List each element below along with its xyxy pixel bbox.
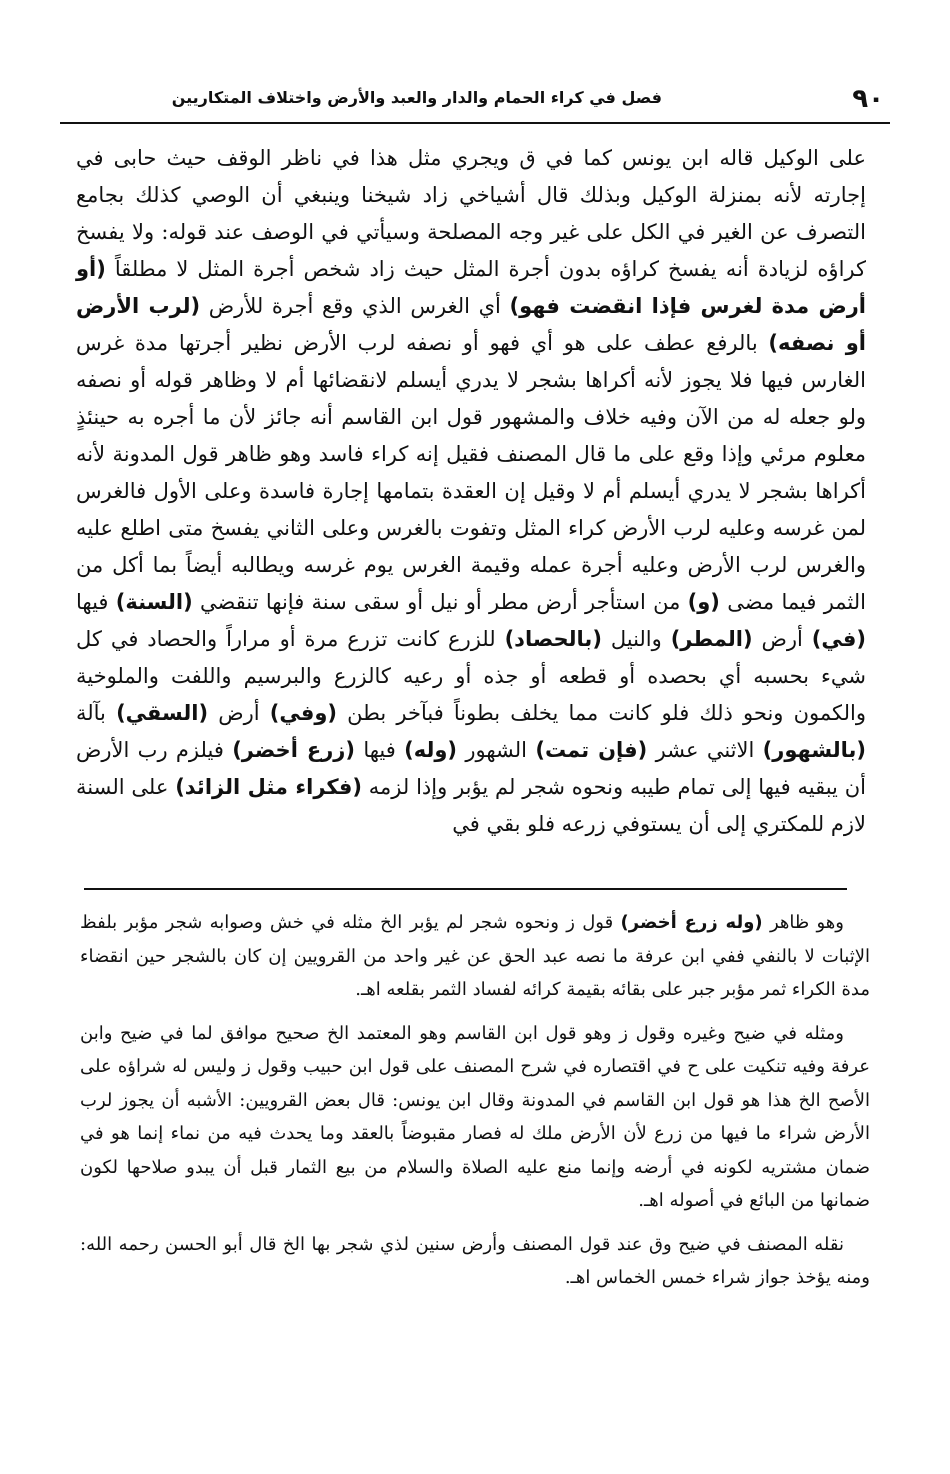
matn-quote: (السنة): [115, 590, 193, 614]
commentary-text: فيها: [76, 590, 116, 614]
main-body-text: [76, 140, 866, 843]
matn-quote: (في): [811, 627, 866, 651]
commentary-text: أرض: [752, 627, 812, 651]
matn-quote: (فإن تمت): [535, 738, 648, 762]
commentary-text: بآلة: [76, 701, 117, 725]
commentary-text: أرض: [208, 701, 270, 725]
commentary-text: الشهور: [457, 738, 536, 762]
running-title: فصل في كراء الحمام والدار والعبد والأرض واختلاف المتكاريين: [171, 88, 662, 107]
commentary-text: والنيل: [601, 627, 671, 651]
matn-quote: (وله زرع أخضر): [620, 912, 763, 933]
commentary-text: قول ز ونحوه شجر لم يؤبر الخ مثله في خش وصوابه شجر مؤبر بلفظ الإثبات لا بالنفي ففي ابن عرفة ما نصه عبد الحق عن غير واحد من القرويين إن كان بالشجر حين انقضاء مدة الكراء ثمر مؤبر جبر على بقائه بقيمة كرائه لفساد الثمر بقلعه اهـ.: [80, 912, 870, 1000]
footnotes-section: [80, 906, 870, 1305]
commentary-text: من استأجر أرض مطر أو نيل أو سقى سنة فإنها تنقضي: [192, 590, 688, 614]
commentary-text: بالرفع عطف على هو أي فهو أو نصفه لرب الأرض نظير أجرتها مدة غرس الغارس فيها فلا يجوز لأنه أكراها بشجر لا يدري أيسلم لانقضائها أم لا وظاهر قوله أو نصفه ولو جعله له من الآن وفيه خلاف والمشهور قول ابن القاسم أنه جائز لأن ما أجره به حينئذٍ معلوم مرئي وإذا وقع على ما قال المصنف فقيل إنه كراء فاسد وهو ظاهر قول المدونة لأنه أكراها بشجر لا يدري أيسلم أم لا وقيل إن العقدة بتمامها إجارة فاسدة وعلى الأول فالغرس لمن غرسه وعليه لرب الأرض كراء المثل وتفوت بالغرس وعلى الثاني يفسخ متى اطلع عليه والغرس لرب الأرض وعليه أجرة عمله وقيمة الغرس يوم غرسه ويطالبه أيضاً بما أكل من الثمر فيما مضى: [76, 331, 867, 614]
commentary-text: على الوكيل قاله ابن يونس كما في ق ويجري مثل هذا في ناظر الوقف حيث حابى في إجارته لأنه بمنزلة الوكيل وبذلك قال أشياخي زاد شيخنا وينبغي أن الوصي كذلك بجامع التصرف عن الغير في الكل على غير وجه المصلحة وسيأتي في الوصف عند قوله: ولا يفسخ كراؤه لزيادة أنه يفسخ كراؤه بدون أجرة المثل حيث زاد شخص أجرة المثل لا مطلقاً: [76, 146, 866, 281]
footnote-paragraph: [80, 906, 870, 1007]
matn-quote: (لرب الأرض أو نصفه): [76, 294, 866, 355]
matn-quote: (أو أرض مدة لغرس فإذا انقضت فهو): [76, 257, 866, 318]
matn-quote: (بالحصاد): [504, 627, 602, 651]
commentary-text: للزرع كانت تزرع مرة أو مراراً والحصاد في كل شيء بحسبه أي بحصده أو قطعه أو جذه أو رعيه كالزرع والبرسيم واللفت والملوخية والكمون ونحو ذلك فلو كانت مما يخلف بطوناً فبآخر بطن: [76, 627, 866, 725]
commentary-text: فيلزم رب الأرض أن يبقيه فيها إلى تمام طيبه ونحوه شجر لم يؤبر وإذا لزمه: [76, 738, 866, 799]
commentary-text: أي الغرس الذي وقع أجرة للأرض: [200, 294, 510, 318]
matn-quote: (المطر): [670, 627, 753, 651]
commentary-text: نقله المصنف في ضيح وق عند قول المصنف وأرض سنين لذي شجر بها الخ قال أبو الحسن رحمه الله: ومنه يؤخذ جواز شراء خمس الخماس اهـ.: [80, 1233, 870, 1288]
matn-quote: (وفي): [269, 701, 338, 725]
matn-quote: (وله): [404, 738, 458, 762]
matn-quote: (فكراء مثل الزائد): [175, 775, 362, 799]
page-header: [60, 82, 890, 124]
matn-quote: (و): [687, 590, 720, 614]
commentary-text: ومثله في ضيح وغيره وقول ز وهو قول ابن القاسم وهو المعتمد الخ صحيح موافق لما في ضيح وابن عرفة وفيه تنكيت على ح في اقتصاره في شرح المصنف على قول ابن حبيب وقول ز وليس له شراؤه على الأصح الخ هذا هو قول ابن القاسم في المدونة وقال ابن يونس: قال بعض القرويين: الأشبه أن يجوز لرب الأرض شراء ما فيها من زرع لأن الأرض ملك له فصار مقبوضاً بالعقد وما يحدث فيه من نماء إنما هو في ضمان مشتريه لكونه في أرضه وإنما منع عليه الصلاة والسلام من بيع الثمار قبل أن يبدو صلاحها لكون ضمانها من البائع في أصوله اهـ.: [80, 1022, 870, 1211]
matn-quote: (بالشهور): [762, 738, 866, 762]
commentary-text: الاثني عشر: [647, 738, 763, 762]
footnote-paragraph: [80, 1017, 870, 1218]
commentary-text: فيها: [355, 738, 405, 762]
matn-quote: (السقي): [116, 701, 209, 725]
footnote-paragraph: [80, 1228, 870, 1295]
matn-quote: (زرع أخضر): [232, 738, 355, 762]
page-number: ٩٠: [852, 84, 884, 114]
footnote-separator: [84, 888, 847, 890]
commentary-text: وهو ظاهر: [762, 912, 844, 933]
commentary-text: على السنة لازم للمكتري إلى أن يستوفي زرعه فلو بقي في: [76, 775, 866, 836]
